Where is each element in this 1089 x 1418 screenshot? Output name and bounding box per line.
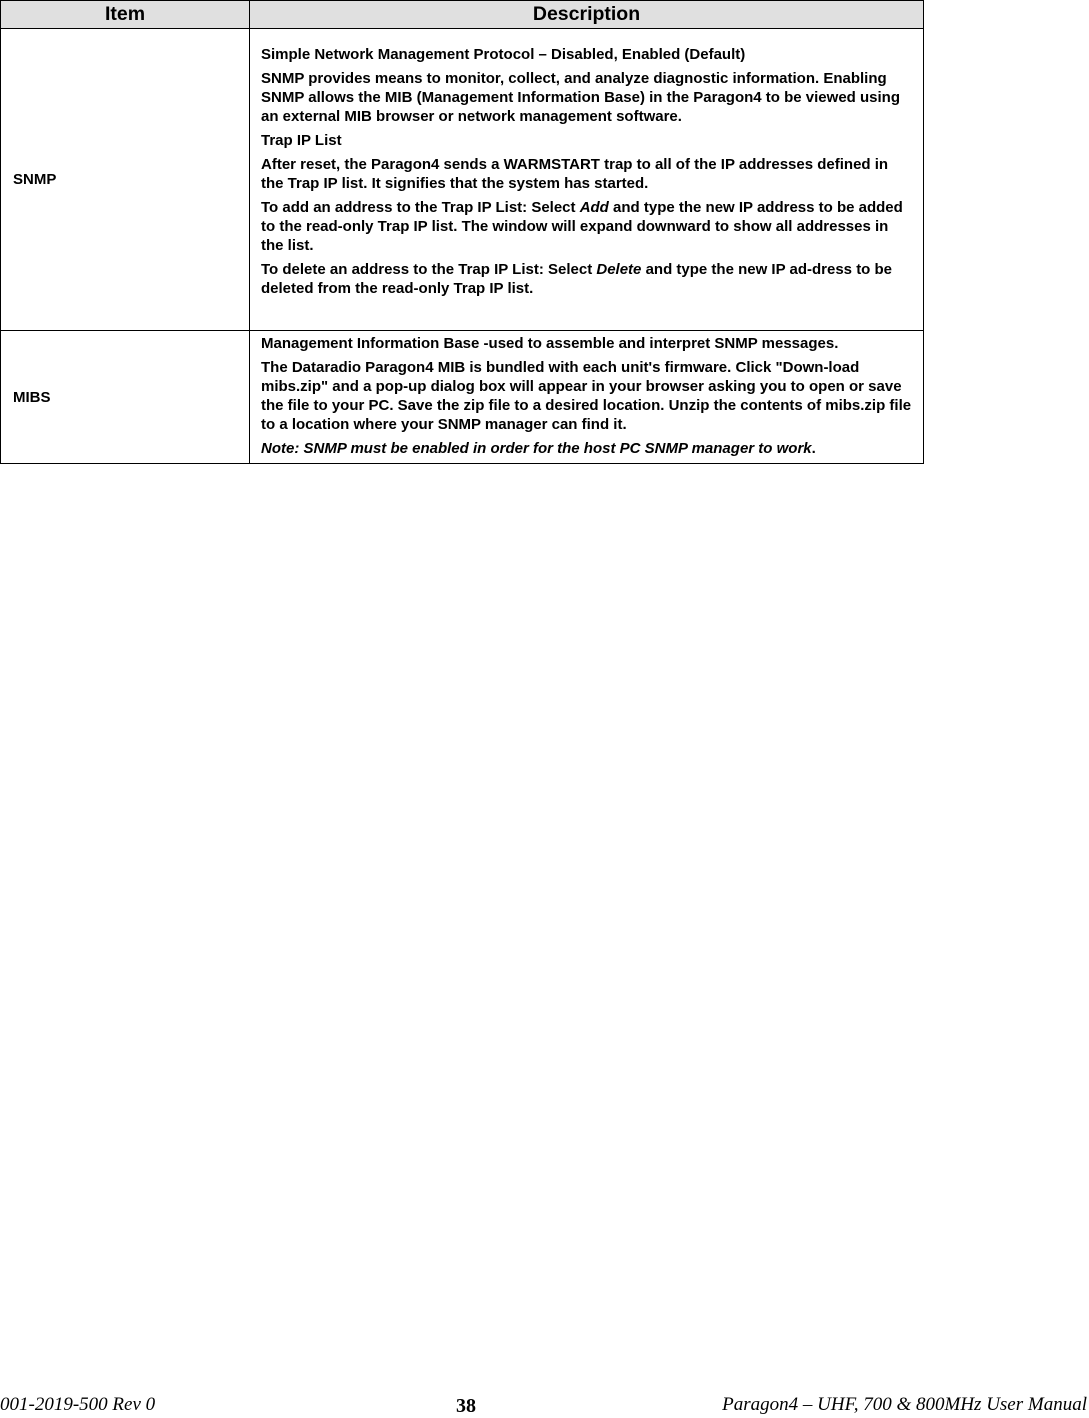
- column-header-description: Description: [250, 1, 924, 29]
- table-row: [1, 29, 924, 331]
- item-description: [250, 29, 924, 331]
- item-description: [250, 331, 924, 464]
- description-paragraph: [261, 260, 913, 298]
- text-span: To add an address to the Trap IP List: Select: [261, 199, 580, 216]
- text-span: and type the new IP address to be added to the read-only Trap IP list. The window will expand downward to show all addresses in the list.: [261, 199, 903, 254]
- settings-table: [0, 0, 924, 464]
- description-paragraph: The Dataradio Paragon4 MIB is bundled with each unit's firmware. Click "Down-load mibs.zip" and a pop-up dialog box will appear in your browser asking you to open or save the file to your PC. Save the zip file to a desired location. Unzip the contents of mibs.zip file to a location where your SNMP manager can find it.: [261, 359, 912, 433]
- column-header-item: Item: [1, 1, 250, 29]
- table-row: [1, 331, 924, 464]
- note-text: Note: SNMP must be enabled in order for the host PC SNMP manager to work: [261, 440, 812, 457]
- description-subheading: Trap IP List: [261, 132, 342, 149]
- description-paragraph: [261, 198, 913, 255]
- description-paragraph: SNMP provides means to monitor, collect, and analyze diagnostic information. Enabling SNMP allows the MIB (Management Information Base) in the Paragon4 to be viewed using an external MIB browser or network management software.: [261, 70, 900, 125]
- emphasis-delete: Delete: [596, 261, 642, 278]
- item-name: MIBS: [1, 331, 250, 464]
- description-paragraph: Simple Network Management Protocol – Disabled, Enabled (Default): [261, 46, 746, 63]
- page-footer: [0, 1394, 1089, 1418]
- text-span: To delete an address to the Trap IP List: Select: [261, 261, 597, 278]
- manual-title: Paragon4 – UHF, 700 & 800MHz User Manual: [722, 1394, 1087, 1415]
- note-paragraph: [261, 439, 913, 458]
- page-number: 38: [456, 1395, 476, 1417]
- item-name: SNMP: [1, 29, 250, 331]
- table-header-row: [1, 1, 924, 29]
- doc-number: 001-2019-500 Rev 0: [0, 1394, 156, 1415]
- emphasis-add: Add: [579, 199, 609, 216]
- description-paragraph: After reset, the Paragon4 sends a WARMSTART trap to all of the IP addresses defined in the Trap IP list. It signifies that the system has started.: [261, 156, 889, 192]
- description-paragraph: Management Information Base -used to assemble and interpret SNMP messages.: [261, 335, 839, 352]
- text-span: and type the new IP ad-dress to be deleted from the read-only Trap IP list.: [261, 261, 893, 297]
- note-end: .: [811, 440, 816, 457]
